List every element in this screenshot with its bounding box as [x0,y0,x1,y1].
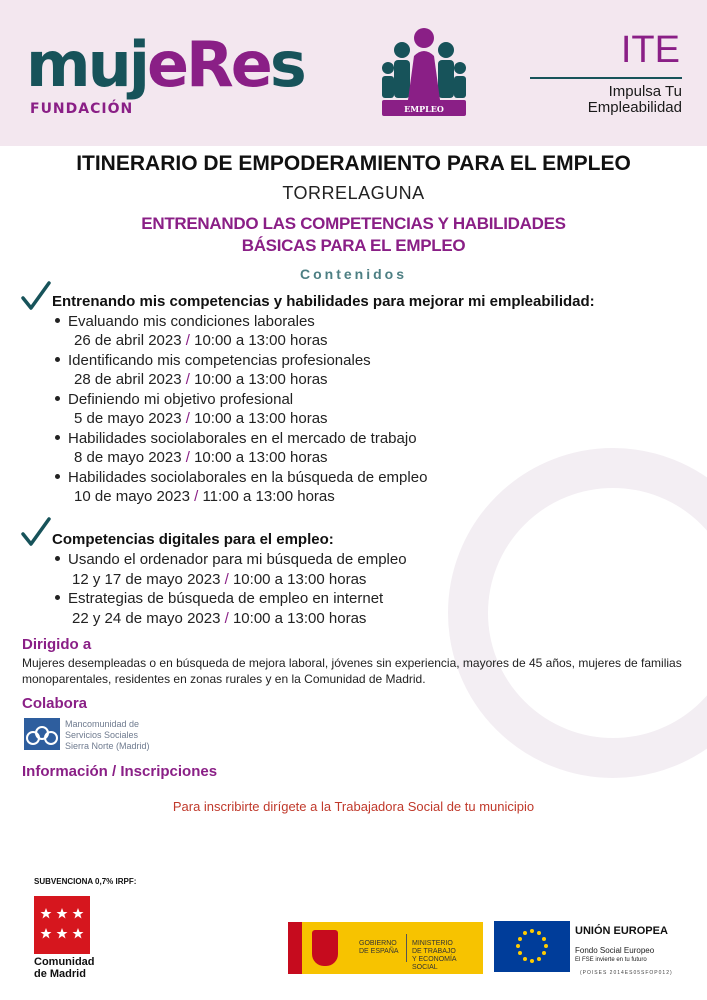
eu-program-code: (POISES 2014ES05SFOP012) [580,970,673,976]
ite-tagline [530,84,682,116]
mancomunidad-line2: Servicios Sociales [65,730,139,740]
cam-line2: de Madrid [34,968,86,980]
logo-prefix: muj [26,28,147,101]
checkmark-icon [20,516,52,550]
date-separator: / [185,332,190,349]
gob-divider [406,934,407,962]
date-separator: / [185,449,190,466]
logo-suffix: s [269,28,304,101]
fundacion-mujeres-logo [26,30,304,100]
list-item [55,313,315,330]
subtitle-line1: ENTRENANDO LAS COMPETENCIAS Y HABILIDADES [141,214,566,233]
gob-line2: DE ESPAÑA [359,948,399,955]
bullet-icon [55,556,60,561]
item-name: Definiendo mi objetivo profesional [68,391,294,408]
item-time: 10:00 a 13:00 horas [194,449,328,466]
item-schedule [72,571,366,588]
eu-flag [494,921,570,972]
cam-line1: Comunidad [34,956,95,968]
item-date: 22 y 24 de mayo 2023 [72,610,221,627]
subvenciona-label: SUBVENCIONA 0,7% IRPF: [34,877,137,886]
contenidos-heading: Contenidos [300,266,407,282]
bullet-icon [55,435,60,440]
bullet-icon [55,357,60,362]
decorative-ring [448,448,707,778]
mancomunidad-name [65,719,150,752]
bullet-icon [55,318,60,323]
item-name: Usando el ordenador para mi búsqueda de empleo [68,551,407,568]
item-schedule [74,488,335,505]
empleo-logo-icon [380,28,468,118]
ite-tagline-line2: Empleabilidad [587,99,682,116]
bullet-icon [55,595,60,600]
list-item [55,391,293,408]
item-schedule [74,332,328,349]
item-name: Estrategias de búsqueda de empleo en internet [68,590,384,607]
info-heading: Información / Inscripciones [22,763,218,780]
item-time: 10:00 a 13:00 horas [232,610,367,627]
date-separator: / [224,610,229,627]
item-date: 12 y 17 de mayo 2023 [72,571,221,588]
item-name: Evaluando mis condiciones laborales [68,313,315,330]
item-schedule [72,610,366,627]
date-separator: / [224,571,229,588]
item-date: 28 de abril 2023 [74,371,182,388]
bullet-icon [55,474,60,479]
item-schedule [74,449,328,466]
item-date: 5 de mayo 2023 [74,410,182,427]
list-item [55,430,417,447]
dirigido-heading: Dirigido a [22,636,92,653]
header-band [0,0,707,146]
list-item [55,469,427,486]
min-line3: Y ECONOMÍA SOCIAL [412,956,457,971]
item-schedule [74,371,328,388]
item-name: Habilidades sociolaborales en el mercado de trabajo [68,430,417,447]
logo-subtitle: FUNDACIÓN [30,101,134,117]
colabora-heading: Colabora [22,695,88,712]
eu-slogan: El FSE invierte en tu futuro [575,957,647,963]
mancomunidad-line1: Mancomunidad de [65,719,140,729]
gob-line1: GOBIERNO [359,940,397,947]
bullet-icon [55,396,60,401]
item-date: 10 de mayo 2023 [74,488,190,505]
gobierno-espana-logo [288,922,483,974]
ite-divider [530,77,682,79]
list-item [55,590,383,607]
stars-icon [34,896,90,954]
logo-accent: eRe [147,28,270,101]
item-time: 10:00 a 13:00 horas [194,371,328,388]
item-date: 26 de abril 2023 [74,332,182,349]
eu-title: UNIÓN EUROPEA [575,925,668,937]
dirigido-text: Mujeres desempleadas o en búsqueda de mejora laboral, jóvenes sin experiencia, mayores de 45 años, mujeres de familias monoparentales, residentes en zonas rurales y en la Comunidad de Madrid. [22,656,682,686]
inscripcion-note: Para inscribirte dirígete a la Trabajadora Social de tu municipio [172,799,535,814]
ite-tagline-line1: Impulsa Tu [608,83,682,100]
date-separator: / [185,410,190,427]
date-separator: / [194,488,199,505]
eu-stars-icon [494,921,570,972]
checkmark-icon [20,280,52,314]
comunidad-madrid-flag [34,896,90,954]
mancomunidad-line3: Sierra Norte (Madrid) [65,741,150,751]
gob-flag-stripe [288,922,302,974]
min-line1: MINISTERIO [412,940,453,947]
list-item [55,551,407,568]
empleo-label: EMPLEO [404,104,444,114]
section-title-digitales: Competencias digitales para el empleo: [52,531,334,548]
mancomunidad-logo-icon [24,718,60,750]
comunidad-madrid-name [34,956,95,980]
date-separator: / [185,371,190,388]
item-time: 11:00 a 13:00 horas [202,488,335,505]
min-line2: DE TRABAJO [412,948,456,955]
item-time: 10:00 a 13:00 horas [194,332,328,349]
page-title: ITINERARIO DE EMPODERAMIENTO PARA EL EMPLEO [76,152,631,175]
ite-title: ITE [620,29,680,71]
item-time: 10:00 a 13:00 horas [194,410,328,427]
ministerio-label [412,940,483,972]
list-item [55,352,371,369]
item-name: Habilidades sociolaborales en la búsqueda de empleo [68,469,428,486]
item-name: Identificando mis competencias profesionales [68,352,371,369]
subtitle [0,213,707,257]
gob-label [359,940,399,956]
eu-fund-name: Fondo Social Europeo [575,946,655,955]
section-title-competencias: Entrenando mis competencias y habilidades para mejorar mi empleabilidad: [52,293,595,310]
item-schedule [74,410,328,427]
coat-of-arms-icon [312,930,338,966]
item-time: 10:00 a 13:00 horas [232,571,367,588]
item-date: 8 de mayo 2023 [74,449,182,466]
subtitle-line2: BÁSICAS PARA EL EMPLEO [241,236,466,255]
location: TORRELAGUNA [282,183,425,203]
